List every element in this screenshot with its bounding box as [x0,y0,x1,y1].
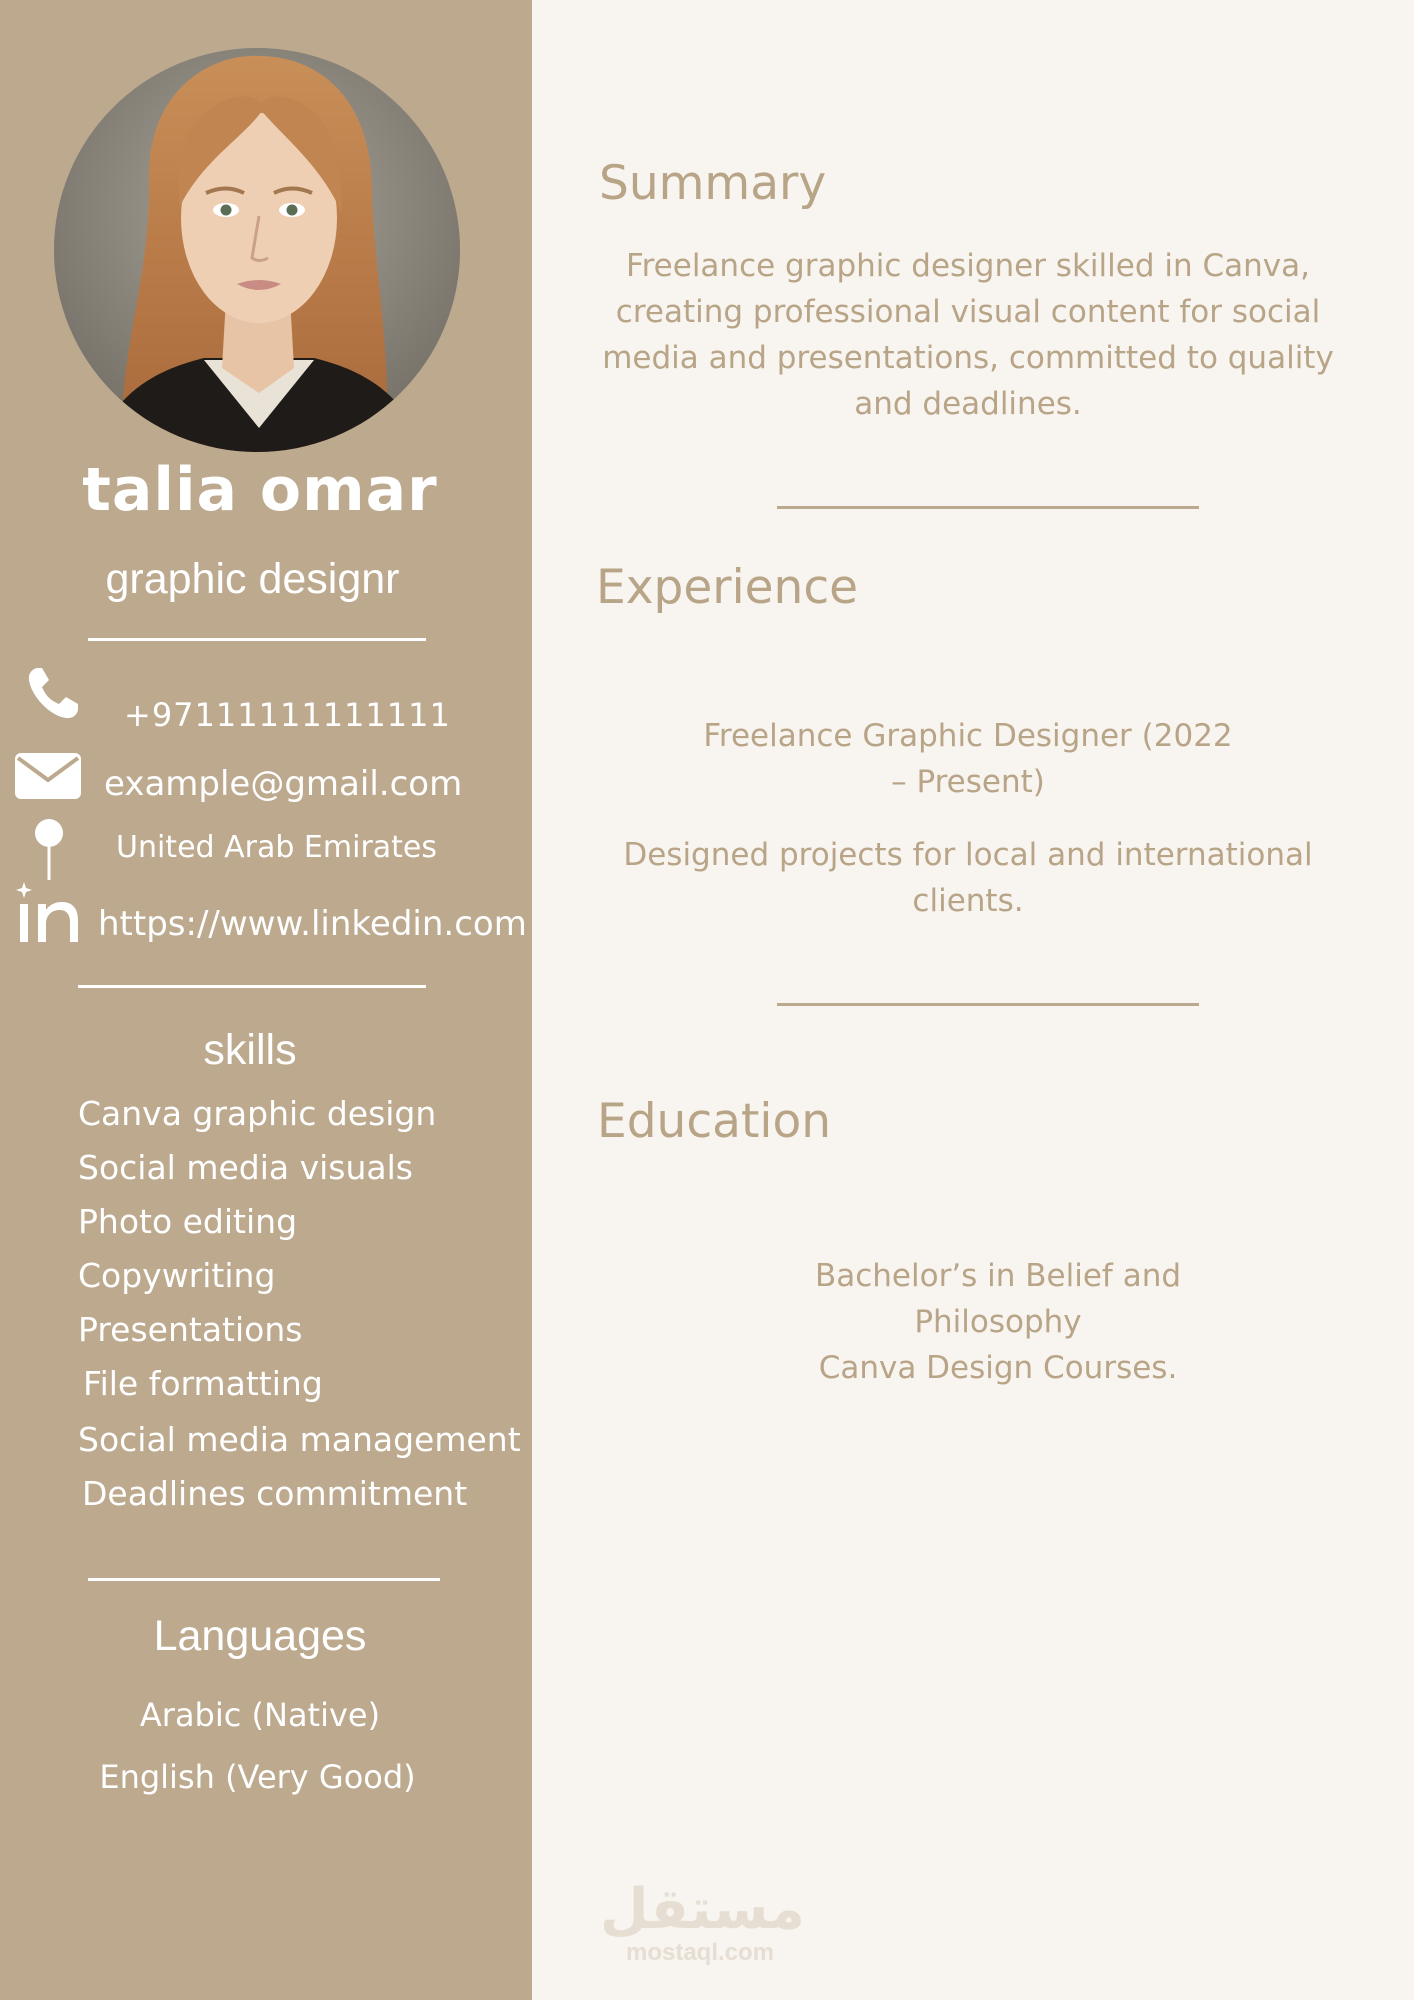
linkedin-icon [16,880,82,946]
experience-heading: Experience [596,560,859,615]
language-item: Arabic (Native) [139,1696,381,1734]
phone-icon [24,664,82,722]
divider [88,638,426,641]
watermark-logo [600,1877,805,1966]
main-column [532,0,1414,2000]
mail-icon [14,752,82,800]
language-item: English (Very Good) [99,1758,416,1796]
skill-item: Photo editing [78,1202,298,1241]
location-pin-icon [32,818,66,880]
summary-text: Freelance graphic designer skilled in Canva, creating professional visual content for social media and presentations, committed to quality and deadlines. [602,248,1334,422]
profile-photo [54,48,460,452]
education-details [738,1253,1258,1391]
skill-item: Presentations [78,1310,303,1349]
experience-role-line: – Present) [891,764,1045,800]
languages-heading: Languages [153,1612,367,1660]
summary-heading: Summary [599,156,827,211]
experience-description-line: clients. [912,883,1024,919]
location: United Arab Emirates [116,830,438,865]
experience-description [588,832,1348,924]
phone-number[interactable]: +97111111111111 [124,696,451,734]
watermark-arabic: مستقل [600,1877,805,1942]
skill-item: File formatting [83,1364,323,1403]
skill-item: Social media visuals [78,1148,413,1187]
portrait-illustration [54,48,460,452]
skills-heading: skills [203,1026,297,1074]
divider [78,985,426,988]
education-line: Philosophy [914,1304,1082,1340]
job-title: graphic designr [105,555,400,603]
experience-role [588,713,1348,805]
experience-description-line: Designed projects for local and international [623,837,1313,873]
email-address[interactable]: example@gmail.com [104,764,463,804]
education-heading: Education [597,1094,831,1149]
skill-item: Social media management [78,1420,521,1459]
watermark-latin: mostaql.com [625,1939,775,1966]
experience-role-line: Freelance Graphic Designer (2022 [703,718,1233,754]
skill-item: Canva graphic design [78,1094,437,1133]
candidate-name: talia omar [82,455,438,525]
education-line: Bachelor’s in Belief and [814,1258,1182,1294]
education-line: Canva Design Courses. [818,1350,1178,1386]
divider [777,506,1199,509]
skill-item: Copywriting [78,1256,276,1295]
sidebar [0,0,532,2000]
divider [88,1578,440,1581]
linkedin-url[interactable]: https://www.linkedin.com [98,904,527,944]
divider [777,1003,1199,1006]
skill-item: Deadlines commitment [82,1474,468,1513]
